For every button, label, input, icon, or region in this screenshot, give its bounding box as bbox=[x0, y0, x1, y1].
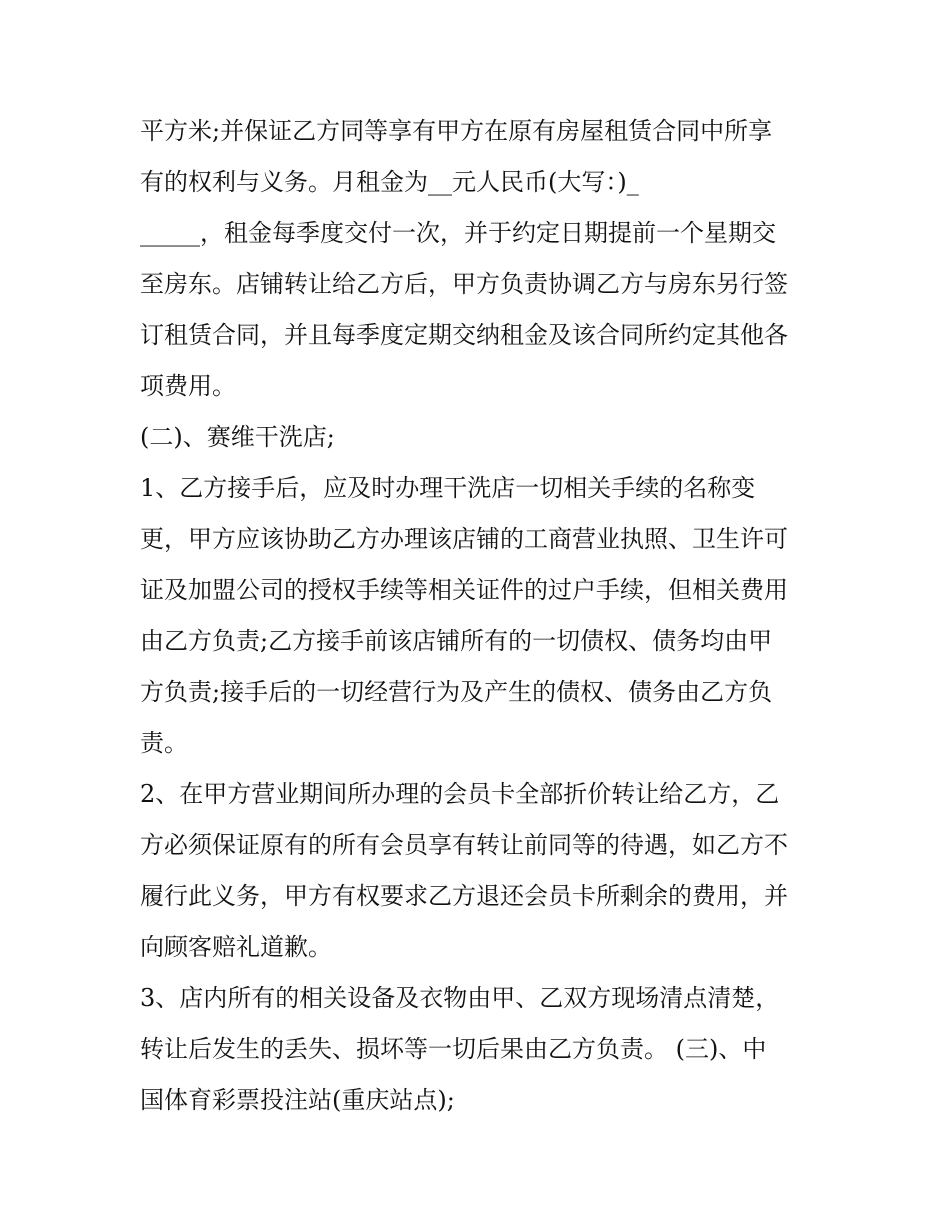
text-line: 订租赁合同，并且每季度定期交纳租金及该合同所约定其他各 bbox=[140, 321, 788, 349]
text-line: 项费用。 bbox=[140, 372, 236, 400]
document-body bbox=[140, 106, 830, 1126]
text-line: 证及加盟公司的授权手续等相关证件的过户手续，但相关费用 bbox=[140, 576, 788, 604]
text-line: 责。 bbox=[140, 729, 188, 757]
text-line: 转让后发生的丢失、损坏等一切后果由乙方负责。 (三)、中 bbox=[140, 1035, 767, 1063]
text-line: 平方米;并保证乙方同等享有甲方在原有房屋租赁合同中所享 bbox=[140, 117, 773, 145]
text-line: 方负责;接手后的一切经营行为及产生的债权、债务由乙方负 bbox=[140, 678, 773, 706]
text-line: 由乙方负责;乙方接手前该店铺所有的一切债权、债务均由甲 bbox=[140, 627, 773, 655]
text-line: 2、在甲方营业期间所办理的会员卡全部折价转让给乙方，乙 bbox=[140, 780, 780, 808]
text-line: 至房东。店铺转让给乙方后，甲方负责协调乙方与房东另行签 bbox=[140, 270, 788, 298]
text-line: 国体育彩票投注站(重庆站点); bbox=[140, 1086, 455, 1114]
text-line: 更，甲方应该协助乙方办理该店铺的工商营业执照、卫生许可 bbox=[140, 525, 788, 553]
text-line: 1、乙方接手后，应及时办理干洗店一切相关手续的名称变 bbox=[140, 474, 756, 502]
section-heading: (二)、赛维干洗店; bbox=[140, 423, 335, 451]
text-line: 向顾客赔礼道歉。 bbox=[140, 933, 332, 961]
text-line: 3、店内所有的相关设备及衣物由甲、乙双方现场清点清楚， bbox=[140, 984, 780, 1012]
text-line: 履行此义务，甲方有权要求乙方退还会员卡所剩余的费用，并 bbox=[140, 882, 788, 910]
text-line: 方必须保证原有的所有会员享有转让前同等的待遇，如乙方不 bbox=[140, 831, 788, 859]
text-line: 有的权利与义务。月租金为__元人民币(大写：)_ bbox=[140, 168, 639, 196]
text-line: _____，租金每季度交付一次，并于约定日期提前一个星期交 bbox=[140, 219, 776, 247]
